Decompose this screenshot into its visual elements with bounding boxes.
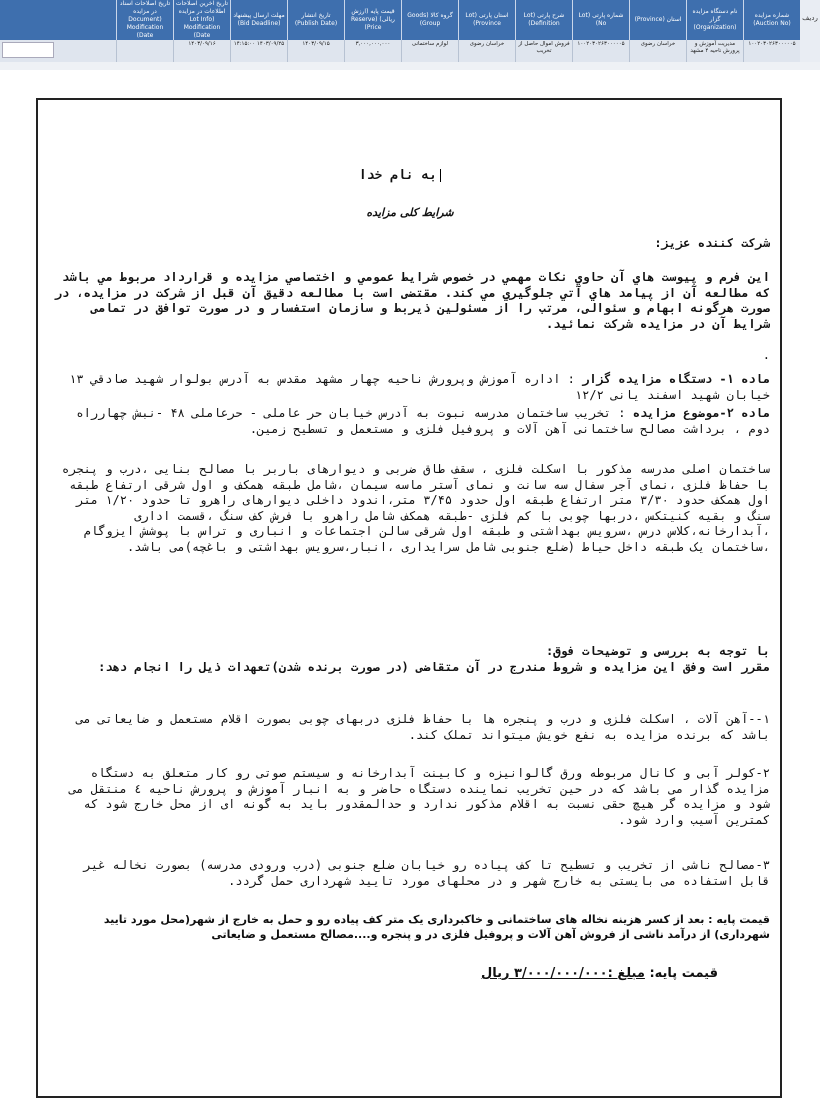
- cell-goods-group: لوازم ساختمانی: [401, 40, 458, 62]
- cell-lot-no: ۱۰۰۲۰۳۰۲۶۳۰۰۰۰۰۵: [572, 40, 629, 62]
- cell-lot-info-modification-date: ۱۴۰۳/۰۹/۱۶: [173, 40, 230, 62]
- document-subheading: شرایط کلی مزایده: [366, 206, 454, 219]
- article-1-label: ماده ۱- دستگاه مزایده گزار: [582, 372, 770, 386]
- header-lot-province: استان پارتی (Lot Province): [458, 0, 515, 40]
- cell-reserve-price: ۳,۰۰۰,۰۰۰,۰۰۰: [344, 40, 401, 62]
- article-2-label: ماده ۲-موضوع مزایده: [632, 406, 770, 420]
- auction-info-table: [0, 0, 820, 70]
- cell-lot-province: خراسان رضوی: [458, 40, 515, 62]
- header-bid-deadline: مهلت ارسال پیشنهاد (Bid Deadline): [230, 0, 287, 40]
- table-divider: [0, 62, 820, 70]
- header-province: استان (Province): [629, 0, 686, 40]
- obligation-item-1: ۱--آهن آلات ، اسکلت فلزی و درب و پنجره ها با حفاظ فلزی دربهای چوبی بصورت اقلام مستعمل و ضایعاتی می باشد که برنده مزایده به نفع خویش میتواند تملک کند.: [76, 712, 770, 742]
- cell-province: خراسان رضوی: [629, 40, 686, 62]
- row-number-header: ردیف: [800, 0, 820, 70]
- header-document-modification-date: تاریخ اصلاحات اسناد در مزایده (Document Modification Date): [116, 0, 173, 40]
- article-1-text: : اداره آموزش وپرورش ناحیه چهار مشهد مقدس به آدرس بولوار شهید صادقي ۱۳ خیابان شهید اسفند یانی ۱۲/۲: [69, 372, 770, 402]
- base-price-note: قیمت پایه : بعد از کسر هزینه نخاله های ساختمانی و خاکبرداری یک متر کف پیاده رو و حمل به خارج از شهر(محل مورد تایید شهرداری) از درآمد ناشی از فروش آهن آلات و پروفیل فلزی در و پنجره و....مصالح مستعمل و ضایعاتی: [103, 913, 770, 941]
- considering-heading: با توجه به بررسی و توضیحات فوق:: [546, 644, 770, 658]
- cell-bid-deadline: ۱۴۰۳/۰۹/۲۵ ۱۴:۱۵:۰۰: [230, 40, 287, 62]
- price-amount: مبلغ :۳/۰۰۰/۰۰۰/۰۰۰ ریال: [480, 966, 645, 981]
- intro-paragraph: این فرم و پیوست هاي آن حاوي نکات مهمي در خصوص شرايط عمومي و اختصاصي مزايده و قرارداد مربوط مي باشد که مطالعه آن از پیامد هاي آتي جلوگيري مي کند. مقتضی است با مطالعه دقیق آن قبل از شرکت در مزايده، در صورت هرگونه ابهام و سئوالی، مرتب را از مسئولین ذيربط و سازمان استفسار و در صورت توافق در تمامی شرايط آن در مزايده شرکت نمائید.: [54, 270, 770, 331]
- header-lot-info-modification-date: تاریخ آخرین اصلاحات اطلاعات در مزایده (Lot Info Modification Date): [173, 0, 230, 40]
- header-lot-no: شماره پارتی (Lot No): [572, 0, 629, 40]
- cell-organization: مدیریت آموزش و پرورش ناحیه ۴ مشهد: [686, 40, 743, 62]
- cell-document-modification-date: [116, 40, 173, 62]
- header-lot-definition: شرح پارتی (Lot Definition): [515, 0, 572, 40]
- table-header-row: [0, 0, 800, 40]
- building-description: ساختمان اصلی مدرسه مذکور با اسکلت فلزی ، سقف طاق ضربی و دیوارهای باربر با مصالح بنایی ،درب و پنجره با حفاظ فلزی ،نمای آجر سفال سه سانت و نمای آستر ماسه سیمان ،شامل طبقه همکف و اول شرقی ارتفاع طبقه اول همکف حدود ۳/۳۰ متر ارتفاع طبقه اول حدود ۳/۴۵ متر،اندود داخلی دیوارهای راهرو تا حدود ۱/۲۰ متر سنگ و بقیه کنیتکس ،دربها چوبی با کم فلزی -طبقه همکف شامل راهرو با فرش کف سنگ ،قسمت اداری ،آبدارخانه،کلاس درس ،سرویس بهداشتی و طبقه اول شرقی سالن اجتماعات و انباری و تراس با پوشش ایزوگام ،ساختمان یک طبقه داخل حیاط (ضلع جنوبی شامل سرایداری ،انبار،سرویس بهداشتی و باغچه)می باشد.: [61, 462, 770, 554]
- cell-lot-definition: فروش اموال حاصل از تخریب: [515, 40, 572, 62]
- text-cursor: [440, 169, 441, 182]
- article-2-text: : تخریب ساختمان مدرسه نبوت به آدرس خیابان حر عاملی - حرعاملی ۴۸ -نبش چهارراه دوم ، برداشت مصالح ساختمانی آهن آلات و پروفیل فلزی و مستعمل و تسطیح زمین.: [76, 406, 770, 436]
- header-reserve-price: قیمت پایه (ارزش ریالی) (Reserve Price): [344, 0, 401, 40]
- obligations-intro: مقرر است وفق این مزایده و شروط مندرج در آن متقاضی (در صورت برنده شدن)تعهدات ذیل را انجام دهد:: [98, 660, 770, 674]
- base-price: [481, 966, 718, 981]
- document-heading: به نام خدا: [330, 168, 470, 183]
- blank-field[interactable]: [2, 42, 54, 58]
- intro-dot: .: [762, 348, 770, 362]
- price-label: قیمت پایه:: [649, 966, 718, 981]
- cell-auction-no: ۱۰۰۲۰۳۰۲۶۳۰۰۰۰۰۵: [743, 40, 800, 62]
- header-organization: نام دستگاه مزایده گزار (Organization): [686, 0, 743, 40]
- article-2: [48, 406, 770, 437]
- obligation-item-3: ۳-مصالح ناشی از تخریب و تسطیح تا کف پیاده رو خیابان ضلع جنوبی (درب ورودی مدرسه) بصورت نخاله غیر قابل استفاده می بایستی به خارج شهر و در محلهای مورد تایید شهرداری حمل گردد.: [83, 858, 770, 888]
- article-1: [48, 372, 770, 403]
- cell-publish-date: ۱۴۰۳/۰۹/۱۵: [287, 40, 344, 62]
- header-auction-no: شماره مزایده (Auction No): [743, 0, 800, 40]
- obligation-item-2: ۲-کولر آبی و کانال مربوطه ورق گالوانیزه و کابینت آبدارخانه و سیستم صوتی رو کار متعلق به دستگاه مزایده گذار می باشد که در حین تخریب نماینده دستگاه حاضر و به انبار آموزش و پرورش ناحیه ٤ منتقل می شود و مزایده گر هیچ حقی نسبت به اقلام مذکور ندارد و حدالمقدور باید به گونه ای از محل خارج شود که کمترین آسیب وارد شود.: [69, 766, 770, 827]
- table-row[interactable]: [0, 40, 800, 62]
- greeting: شرکت کننده عزیز:: [654, 236, 770, 250]
- header-goods-group: گروه کالا (Goods Group): [401, 0, 458, 40]
- header-publish-date: تاریخ انتشار (Publish Date): [287, 0, 344, 40]
